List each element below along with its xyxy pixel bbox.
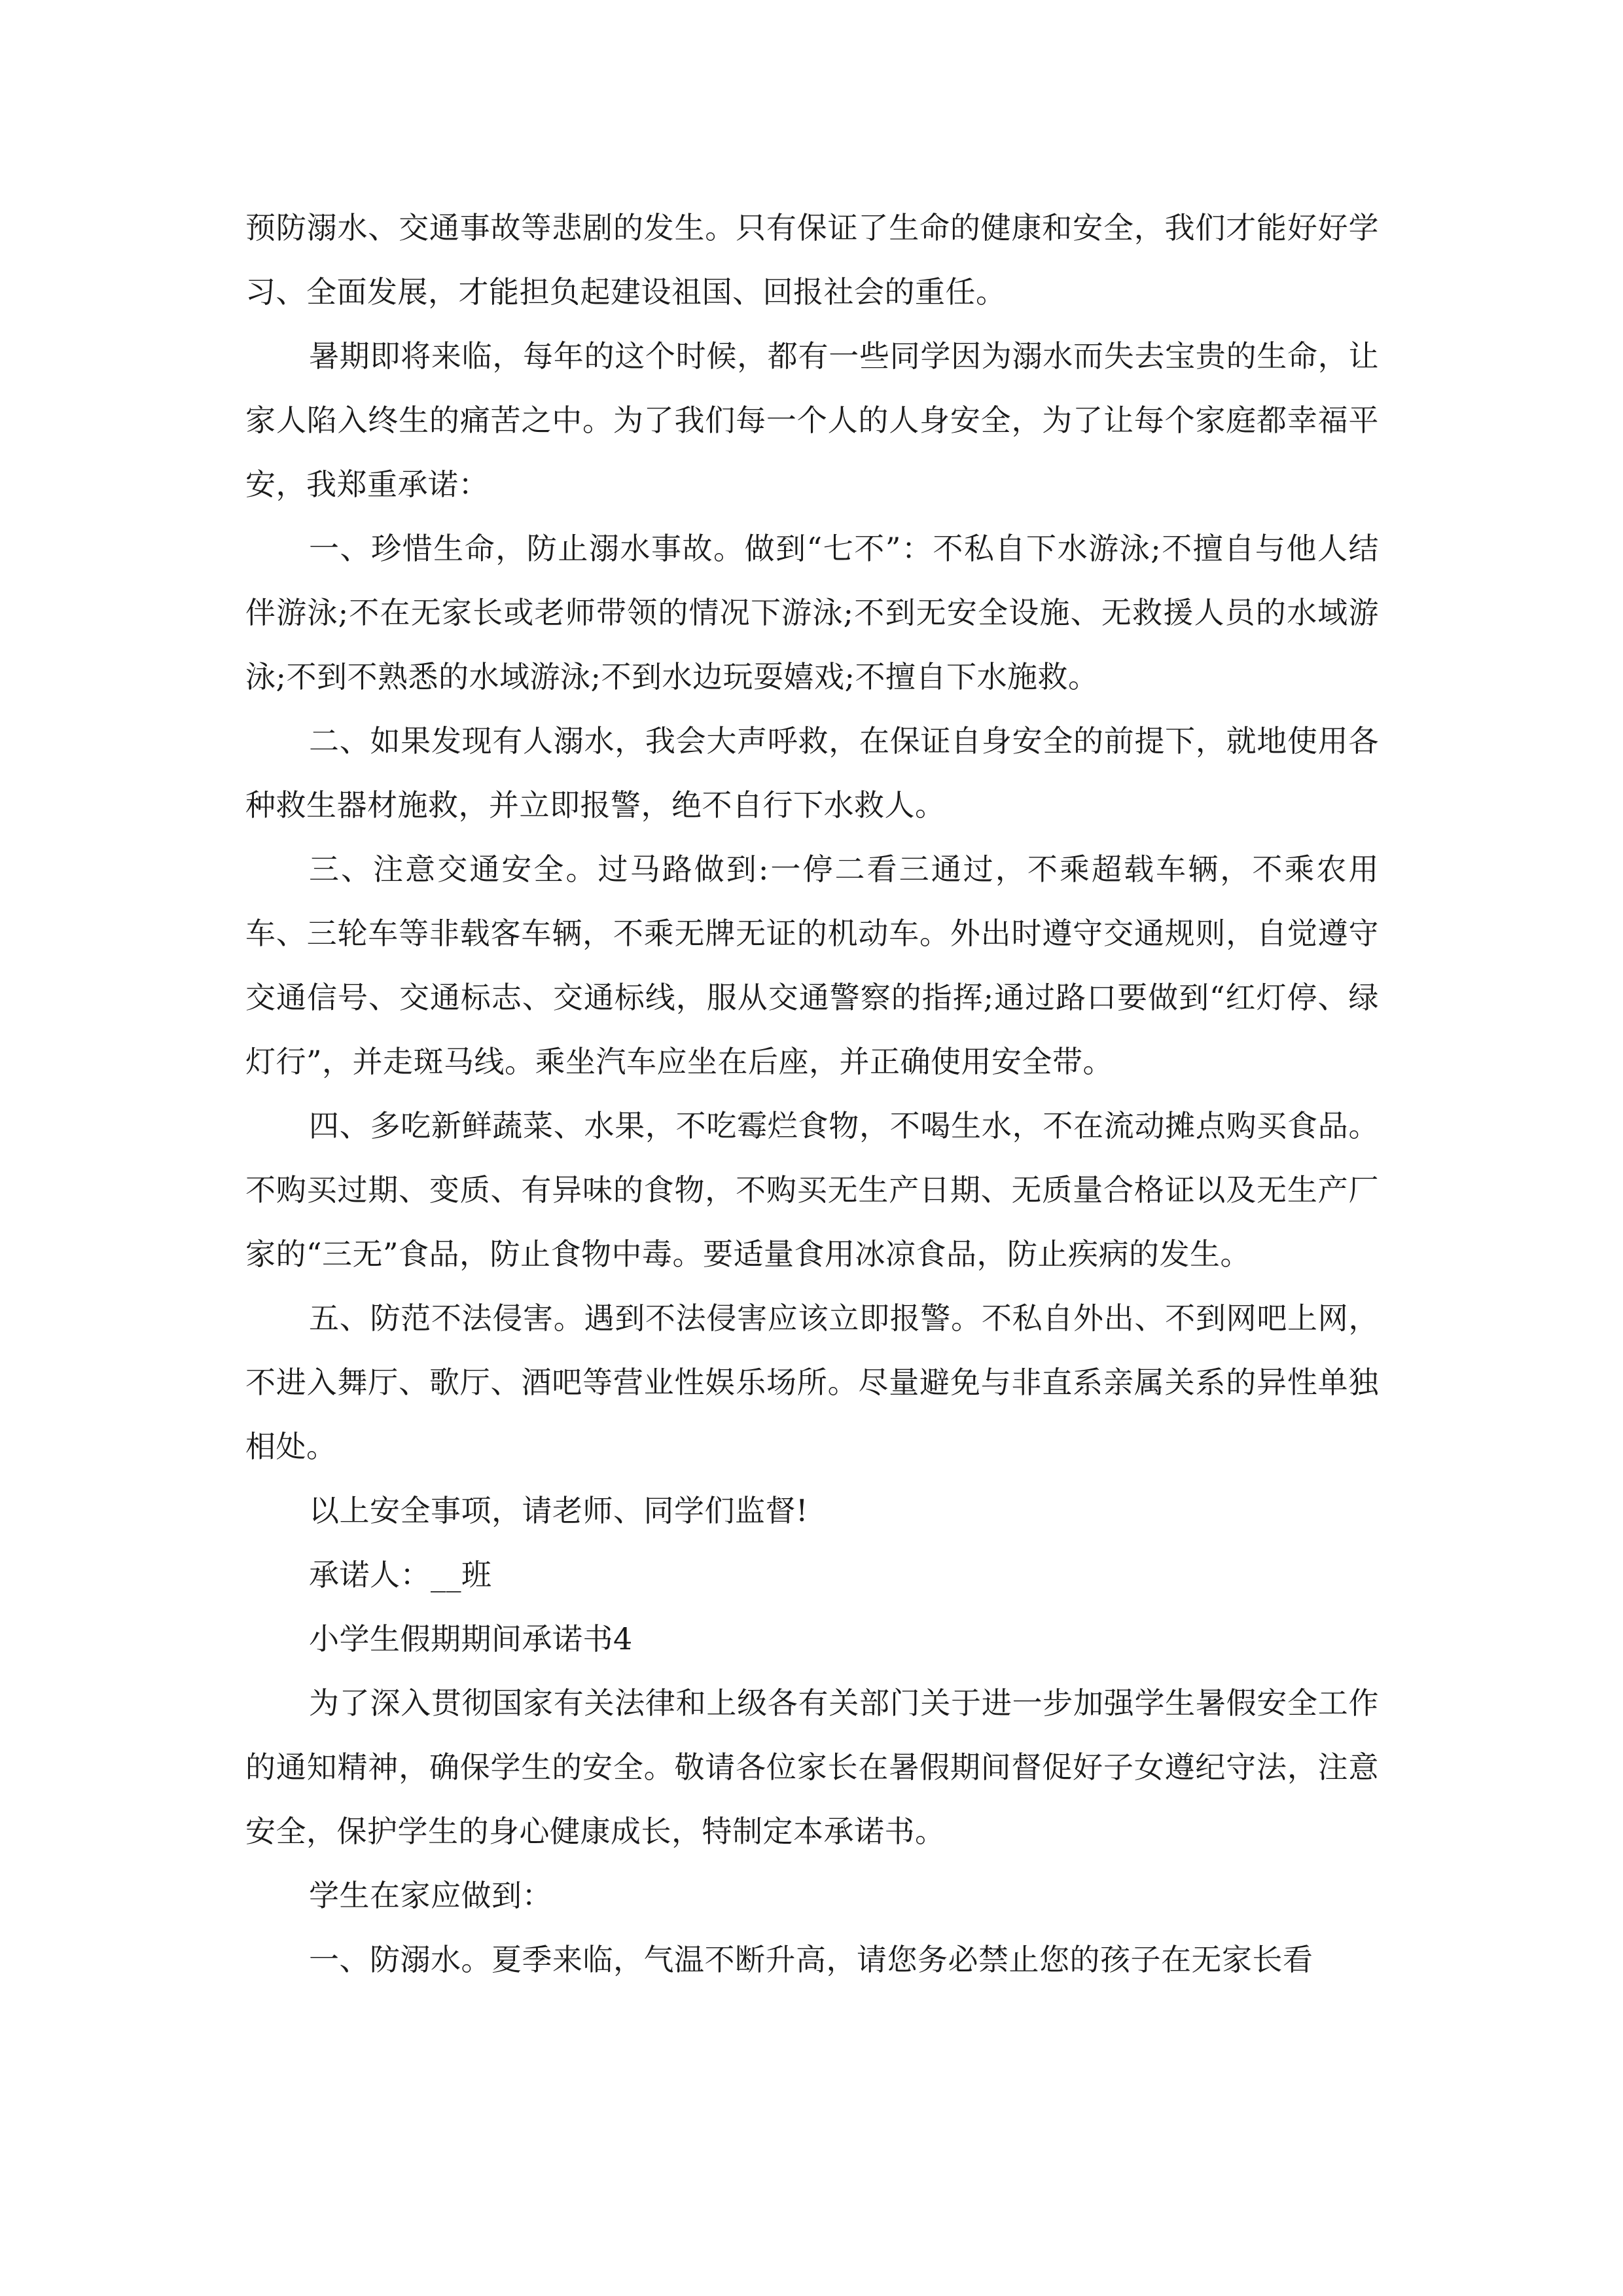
paragraph-signatory: 承诺人：__班 bbox=[309, 1557, 492, 1592]
paragraph-item-4: 四、多吃新鲜蔬菜、水果，不吃霉烂食物，不喝生水，不在流动摊点购买食品。不购买过期、变质、有异味的食物，不购买无生产日期、无质量合格证以及无生产厂家的“三无”食品，防止食物中毒。要适量食用冰凉食品，防止疾病的发生。 bbox=[245, 1108, 1379, 1272]
document-body bbox=[245, 196, 1379, 1992]
paragraph-intro: 暑期即将来临，每年的这个时候，都有一些同学因为溺水而失去宝贵的生命，让家人陷入终生的痛苦之中。为了我们每一个人的人身安全，为了让每个家庭都幸福平安，我郑重承诺： bbox=[245, 338, 1379, 502]
paragraph-item-drowning: 一、防溺水。夏季来临，气温不断升高，请您务必禁止您的孩子在无家长看 bbox=[309, 1942, 1313, 1977]
paragraph-continuation: 预防溺水、交通事故等悲剧的发生。只有保证了生命的健康和安全，我们才能好好学习、全面发展，才能担负起建设祖国、回报社会的重任。 bbox=[245, 210, 1379, 310]
paragraph-item-2: 二、如果发现有人溺水，我会大声呼救，在保证自身安全的前提下，就地使用各种救生器材施救，并立即报警，绝不自行下水救人。 bbox=[245, 723, 1379, 823]
paragraph-item-3: 三、注意交通安全。过马路做到:一停二看三通过，不乘超载车辆，不乘农用车、三轮车等非载客车辆，不乘无牌无证的机动车。外出时遵守交通规则，自觉遵守交通信号、交通标志、交通标线，服从交通警察的指挥;通过路口要做到“红灯停、绿灯行”，并走斑马线。乘坐汽车应坐在后座，并正确使用安全带。 bbox=[245, 852, 1379, 1079]
paragraph-item-1: 一、珍惜生命，防止溺水事故。做到“七不”：不私自下水游泳;不擅自与他人结伴游泳;不在无家长或老师带领的情况下游泳;不到无安全设施、无救援人员的水域游泳;不到不熟悉的水域游泳;不到水边玩耍嬉戏;不擅自下水施救。 bbox=[245, 531, 1379, 694]
section-title: 小学生假期期间承诺书4 bbox=[309, 1621, 633, 1657]
paragraph-section-intro: 为了深入贯彻国家有关法律和上级各有关部门关于进一步加强学生暑假安全工作的通知精神，确保学生的安全。敬请各位家长在暑假期间督促好子女遵纪守法，注意安全，保护学生的身心健康成长，特制定本承诺书。 bbox=[245, 1685, 1379, 1849]
paragraph-item-5: 五、防范不法侵害。遇到不法侵害应该立即报警。不私自外出、不到网吧上网，不进入舞厅、歌厅、酒吧等营业性娱乐场所。尽量避免与非直系亲属关系的异性单独相处。 bbox=[245, 1300, 1379, 1464]
paragraph-subheading: 学生在家应做到： bbox=[309, 1878, 552, 1913]
paragraph-supervision: 以上安全事项，请老师、同学们监督! bbox=[309, 1493, 808, 1528]
